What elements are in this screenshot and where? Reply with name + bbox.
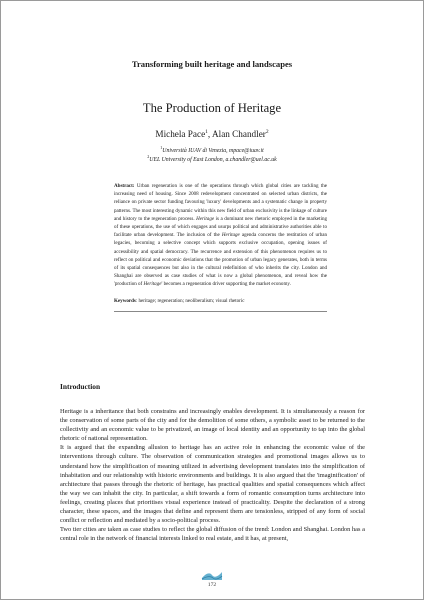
- running-header: Transforming built heritage and landscapes: [131, 59, 293, 69]
- abstract-emphasis: Heritage: [143, 281, 162, 288]
- author-list: [1, 129, 423, 139]
- author-sup: 1: [205, 129, 208, 135]
- author-name: Alan Chandler: [212, 129, 266, 140]
- keywords-text: : heritage; regeneration; neoliberalism; visual rhetoric: [135, 298, 245, 304]
- affiliation-text: UEL University of East London, a.chandler@uel.ac.uk: [149, 156, 277, 163]
- paper-title: The Production of Heritage: [142, 101, 282, 115]
- abstract-text: Urban regeneration is one of the operations through which global cities are tackling the increasing need of housing. Since 2008 redevelopment concentrated on selected urban districts, the reliance on private sector funding favouring 'luxury' developments and a systematic change in property patterns. The most interesting dynamic within this new field of urban exclusivity is the linkage of culture and history to the regeneration process.: [114, 183, 327, 222]
- affiliation-text: Università IUAV di Venezia, mpace@iuav.it: [162, 147, 264, 154]
- abstract-label: Abstract:: [114, 183, 135, 189]
- abstract: [114, 182, 327, 289]
- keywords: [114, 298, 327, 304]
- abstract-text: agenda concerns the restitution of urban legacies, becoming a selective concept which supports exclusive occupation, opening issues of accessibility and spatial democracy. The recurrence and extension of this phenomenon requires us to reflect on political and economic deviations that the promotion of urban legacy generates, both in terms of its spatial consequences but also in the cultural redefinition of who inherits the city. London and Shanghai are observed as case studies of what is now a global phenomenon, and reveal how the 'production of: [114, 232, 327, 288]
- introduction-body: [60, 407, 365, 543]
- page-number: 172: [207, 582, 217, 588]
- affiliation: [1, 154, 423, 163]
- abstract-text: ' becomes a regeneration driver supporting the market economy.: [161, 281, 291, 288]
- wave-logo-icon: [201, 569, 223, 581]
- abstract-emphasis: Heritage: [196, 215, 215, 222]
- affiliation: [1, 145, 423, 154]
- author-name: Michela Pace: [155, 129, 206, 140]
- author-separator: ,: [207, 129, 212, 140]
- paragraph: Heritage is a inheritance that both constrains and increasingly enables development. It is simultaneously a reason for the conservation of some parts of the city and for the demolition of some others, a symbolic asset to be returned to the collectivity and an economic value to be privatized, an image of local identity and an opportunity to tap into the global rhetoric of national representation.: [60, 408, 365, 443]
- affiliation-sup: 2: [147, 154, 150, 159]
- affiliation-sup: 1: [160, 145, 163, 150]
- abstract-text: is a dominant new rhetoric employed in the marketing of these operations, the use of which engages and usurps political and administrative authorities able to facilitate urban development. The inclusion of the: [114, 215, 328, 239]
- abstract-divider: [114, 311, 327, 312]
- author-sup: 2: [265, 129, 269, 135]
- paragraph: Two tier cities are taken as case studies to reflect the global diffusion of the trend: London and Shanghai. London has a central role in the network of financial interests linked to real estate, and it has, at present,: [60, 526, 365, 543]
- wave-logo-shape: [202, 572, 222, 580]
- section-heading: Introduction: [60, 382, 101, 391]
- abstract-emphasis: Heritage: [221, 232, 240, 239]
- keywords-label: Keywords: [114, 298, 136, 304]
- paragraph: It is argued that the expanding allusion to heritage has an active role in enhancing the economic value of the interventions through culture. The observation of communication strategies and promotional images allows us to understand how the simplification of meaning utilized in advertising development translates into the simplification of inhabitation and our relationship with historic environments and buildings. It is also argued that the 'imaginification' of architecture that passes through the rhetoric of heritage, has practical qualities and spatial consequences which affect the way we can inhabit the city. In particular, a shift towards a form of romantic consumption turns architecture into feelings, creating places that prioritises visual experience instead of practicality. Despite the declaration of a strong character, these spaces, and the images that define and represent them are tensionless, stripped of any form of social conflict or reflection and mediated by a socio-political process.: [60, 444, 365, 525]
